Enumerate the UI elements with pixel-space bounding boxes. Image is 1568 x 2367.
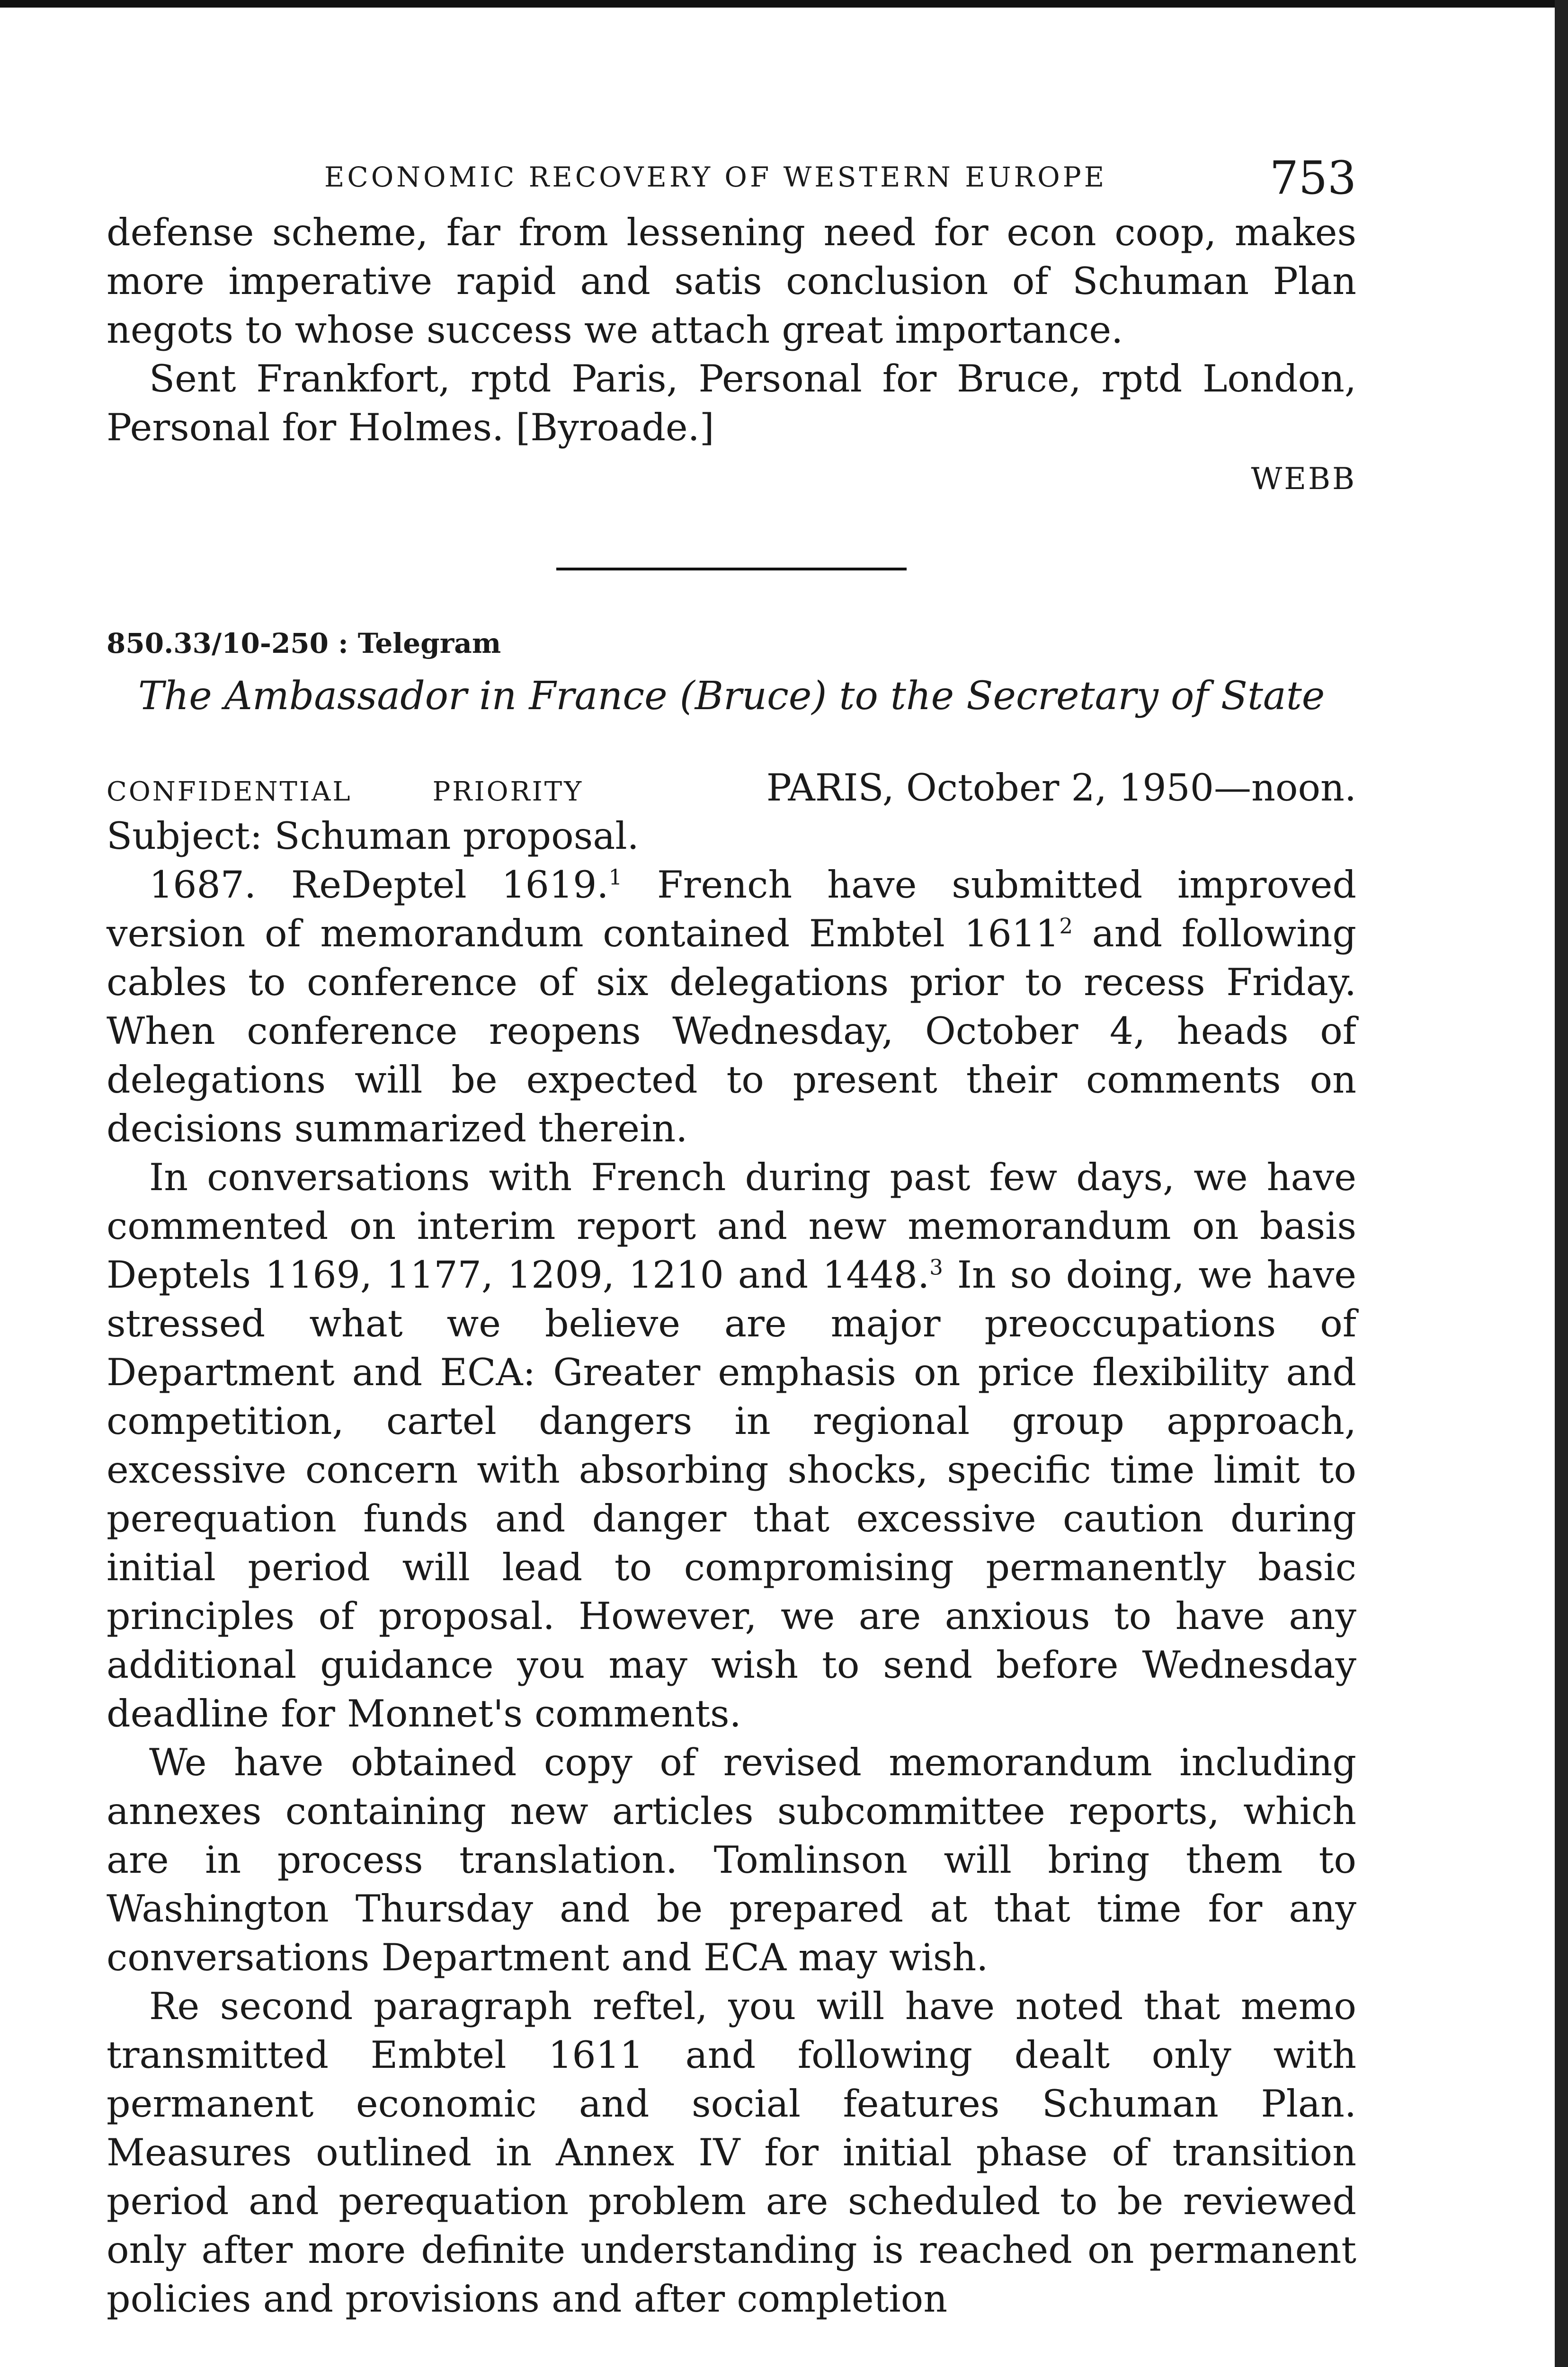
para2-text-b: In so doing, we have stressed what we believe are major preoccupations of Department and ECA: Greater emphasis on price flexibility and competition, cartel dangers in regional group approach, excessive concern with absorbing shocks, specific time limit to perequation funds and danger that excessive caution during initial period will lead to compromising permanently basic principles of proposal. However, we are anxious to have any additional guidance you may wish to send before Wednesday deadline for Monnet's comments. bbox=[107, 1253, 1356, 1735]
priority-label: PRIORITY bbox=[432, 776, 584, 807]
footnote-ref: 2 bbox=[1059, 913, 1073, 939]
top-edge-border bbox=[0, 0, 1568, 8]
running-title: ECONOMIC RECOVERY OF WESTERN EUROPE bbox=[324, 161, 1107, 193]
page-content bbox=[107, 151, 1356, 2367]
page-number: 753 bbox=[1269, 151, 1356, 205]
body-paragraph-4: Re second paragraph reftel, you will have noted that memo transmitted Embtel 1611 and following dealt only with permanent economic and social features Schuman Plan. Measures outlined in Annex IV for initial phase of transition period and perequation problem are scheduled to be reviewed only after more definite understanding is reached on permanent policies and provisions and after completion bbox=[107, 1984, 1356, 2321]
body-paragraph-3: We have obtained copy of revised memorandum including annexes containing new articles subcommittee reports, which are in process translation. Tomlinson will bring them to Washington Thursday and be prepared at that time for any conversations Department and ECA may wish. bbox=[107, 1741, 1356, 1979]
prev-doc-routing: Sent Frankfort, rptd Paris, Personal for Bruce, rptd London, Personal for Holmes. [Byroade.] bbox=[107, 357, 1356, 449]
para2-text-a: In conversations with French during past few days, we have commented on interim report and new memorandum on basis Deptels 1169, 1177, 1209, 1210 and 1448. bbox=[107, 1156, 1356, 1297]
prev-doc-paragraph: defense scheme, far from lessening need for econ coop, makes more imperative rapid and satis conclusion of Schuman Plan negots to whose success we attach great importance. bbox=[107, 211, 1356, 352]
classification-label: CONFIDENTIAL bbox=[107, 776, 352, 807]
para1-text-b: French have submitted improved version of memorandum contained Embtel 1611 bbox=[107, 863, 1356, 955]
right-edge-border bbox=[1555, 0, 1568, 2367]
running-header bbox=[107, 151, 1356, 208]
para1-text-c: and following cables to conference of six delegations prior to recess Friday. When conference reopens Wednesday, October 4, heads of delegations will be expected to present their comments on decisions summarized therein. bbox=[107, 912, 1356, 1150]
telegram-header bbox=[107, 766, 1356, 810]
footnote-ref: 3 bbox=[929, 1255, 943, 1280]
para1-text-a: 1687. ReDeptel 1619. bbox=[149, 863, 609, 907]
dateline: PARIS, October 2, 1950—noon. bbox=[766, 766, 1356, 810]
subject-line: Subject: Schuman proposal. bbox=[107, 814, 639, 858]
document-reference: 850.33/10-250 : Telegram bbox=[107, 627, 501, 659]
document-title: The Ambassador in France (Bruce) to the Secretary of State bbox=[138, 674, 1325, 719]
classification-group bbox=[107, 776, 583, 807]
footnote-ref: 1 bbox=[608, 864, 623, 890]
signature: WEBB bbox=[1251, 462, 1356, 497]
body-paragraph-1 bbox=[107, 861, 1356, 1153]
body-paragraph-2 bbox=[107, 1153, 1356, 1738]
document-separator bbox=[556, 568, 907, 570]
